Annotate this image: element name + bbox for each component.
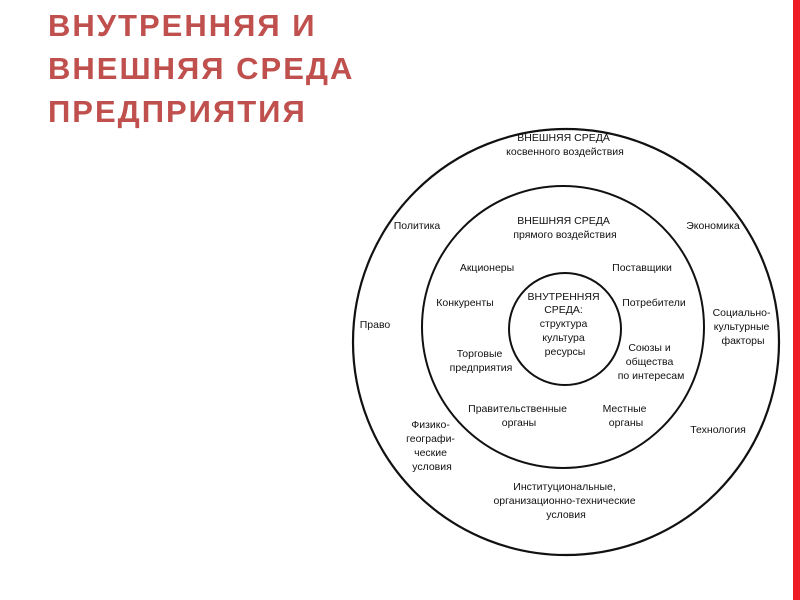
label-local-bodies: Местные органы <box>602 403 647 429</box>
label-shareholders: Акционеры <box>459 262 515 274</box>
label-trade-enterprises: Торговые предприятия <box>449 348 513 374</box>
middle-header <box>513 215 616 241</box>
title-line-3: ПРЕДПРИЯТИЯ <box>48 94 307 129</box>
label-geo-conditions: Физико- географи- ческие условия <box>406 419 455 473</box>
label-social-factors: Социально- культурные факторы <box>712 307 771 347</box>
middle-header-subtitle: прямого воздействия <box>513 229 617 241</box>
outer-header-subtitle: косвенного воздействия <box>506 146 624 158</box>
label-economy: Экономика <box>686 220 740 232</box>
middle-header-title: ВНЕШНЯЯ СРЕДА <box>517 215 610 227</box>
title-line-2: ВНЕШНЯЯ СРЕДА <box>48 51 355 86</box>
label-government-bodies: Правительственные органы <box>468 403 567 429</box>
label-technology: Технология <box>690 424 746 436</box>
label-unions: Союзы и общества по интересам <box>617 342 685 382</box>
label-law: Право <box>359 319 391 331</box>
label-competitors: Конкуренты <box>436 297 494 309</box>
label-institutional: Институциональные, организационно-технические условия <box>493 481 636 521</box>
inner-environment-label: ВНУТРЕННЯЯ СРЕДА: структура культура ресурсы <box>527 291 600 358</box>
outer-header <box>506 132 624 158</box>
title-line-1: ВНУТРЕННЯЯ И <box>48 8 317 43</box>
outer-header-title: ВНЕШНЯЯ СРЕДА <box>517 132 610 144</box>
label-suppliers: Поставщики <box>612 262 672 274</box>
label-consumers: Потребители <box>622 297 686 309</box>
label-politics: Политика <box>393 220 441 232</box>
